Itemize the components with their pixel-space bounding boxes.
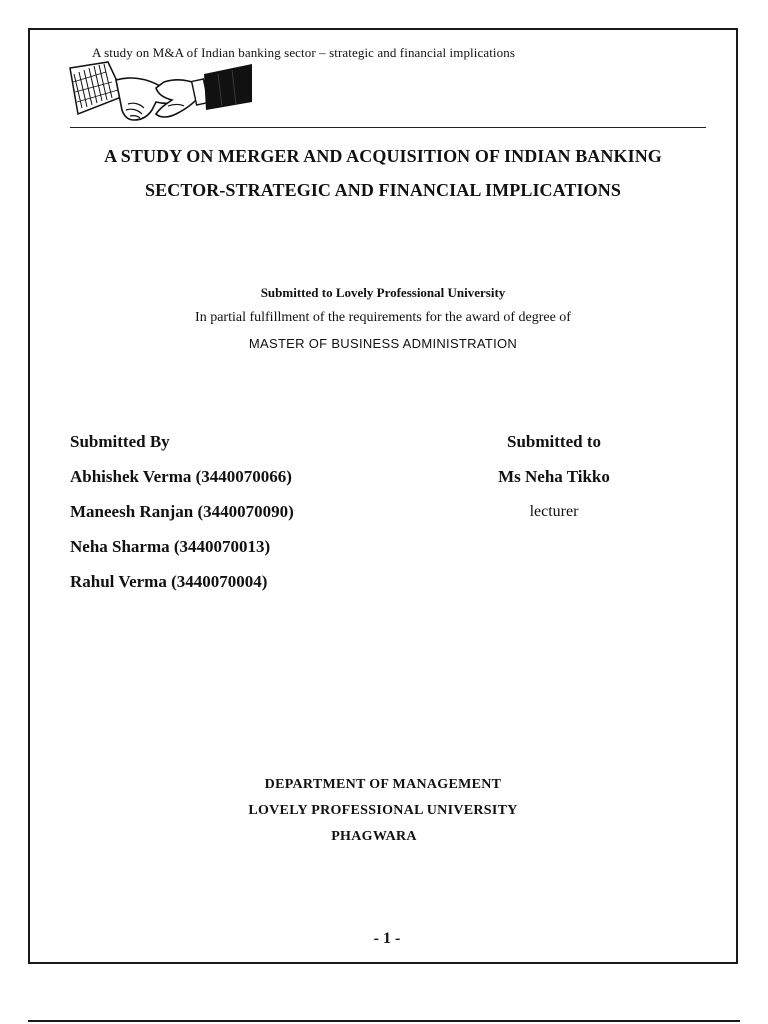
partial-fulfillment-text: In partial fulfillment of the requirements for the award of degree of [195,310,571,325]
student-entry: Abhishek Verma (3440070066) [70,467,292,486]
running-header: A study on M&A of Indian banking sector – strategic and financial implications [92,45,515,60]
university-name: LOVELY PROFESSIONAL UNIVERSITY [248,803,518,818]
header-rule [70,127,706,128]
student-entry: Rahul Verma (3440070004) [70,572,268,591]
submitted-to-heading: Submitted to [507,432,601,451]
document-title-line-2: SECTOR-STRATEGIC AND FINANCIAL IMPLICATIONS [145,180,621,200]
student-entry: Maneesh Ranjan (3440070090) [70,502,294,521]
handshake-icon [68,60,254,126]
submitted-to-university: Submitted to Lovely Professional University [260,285,506,300]
submitted-to-section [476,431,632,536]
degree-name: MASTER OF BUSINESS ADMINISTRATION [248,336,518,351]
student-entry: Neha Sharma (3440070013) [70,537,271,556]
supervisor-name: Ms Neha Tikko [498,467,610,486]
department-name: DEPARTMENT OF MANAGEMENT [264,777,502,792]
submitted-by-heading: Submitted By [70,432,170,451]
next-page-border [28,1020,740,1022]
document-title-line-1: A STUDY ON MERGER AND ACQUISITION OF INDIAN BANKING [104,146,662,166]
university-location: PHAGWARA [331,829,417,844]
page-number: - 1 - [373,930,401,947]
submitted-by-section [70,431,294,606]
supervisor-designation: lecturer [529,503,579,520]
